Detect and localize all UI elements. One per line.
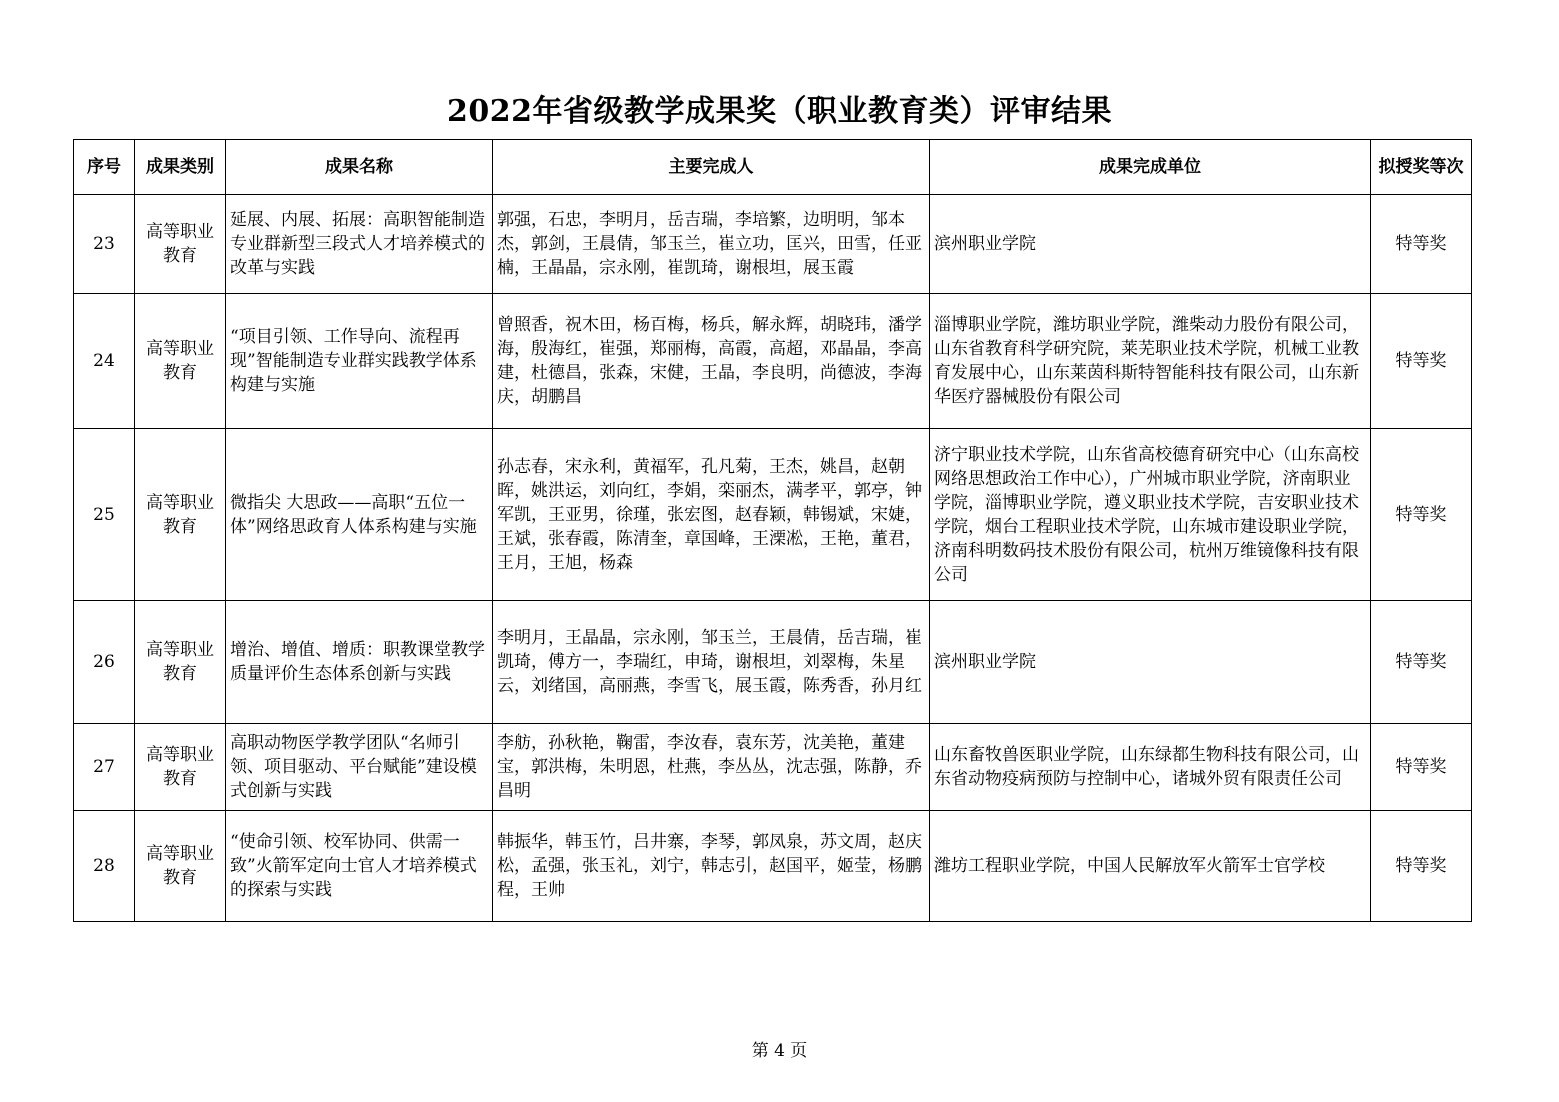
table-row [74,601,1472,724]
table-row [74,294,1472,429]
header-category: 成果类别 [135,140,226,195]
table-row [74,195,1472,294]
row-name: 高职动物医学教学团队“名师引领、项目驱动、平台赋能”建设模式创新与实践 [226,724,493,811]
row-units: 济宁职业技术学院，山东省高校德育研究中心（山东高校网络思想政治工作中心），广州城市职业学院，济南职业学院，淄博职业学院，遵义职业技术学院，吉安职业技术学院，烟台工程职业技术学院，山东城市建设职业学院，济南科明数码技术股份有限公司，杭州万维镜像科技有限公司 [930,429,1371,601]
row-index: 23 [74,195,135,294]
row-award: 特等奖 [1371,429,1472,601]
row-name: “项目引领、工作导向、流程再现”智能制造专业群实践教学体系构建与实施 [226,294,493,429]
row-index: 27 [74,724,135,811]
row-name: 延展、内展、拓展：高职智能制造专业群新型三段式人才培养模式的改革与实践 [226,195,493,294]
row-index: 28 [74,811,135,922]
row-name: 增治、增值、增质：职教课堂教学质量评价生态体系创新与实践 [226,601,493,724]
row-category: 高等职业教育 [135,429,226,601]
header-people: 主要完成人 [493,140,930,195]
header-award: 拟授奖等次 [1371,140,1472,195]
row-people: 李明月，王晶晶，宗永刚，邹玉兰，王晨倩，岳吉瑞，崔凯琦，傅方一，李瑞红，申琦，谢根坦，刘翠梅，朱星云，刘绪国，高丽燕，李雪飞，展玉霞，陈秀香，孙月红 [493,601,930,724]
header-index: 序号 [74,140,135,195]
row-award: 特等奖 [1371,601,1472,724]
table-header-row [74,140,1472,195]
row-units: 滨州职业学院 [930,601,1371,724]
row-category: 高等职业教育 [135,294,226,429]
row-category: 高等职业教育 [135,195,226,294]
row-award: 特等奖 [1371,294,1472,429]
results-table [73,139,1472,922]
row-name: “使命引领、校军协同、供需一致”火箭军定向士官人才培养模式的探索与实践 [226,811,493,922]
page-number: 第 4 页 [751,1041,808,1061]
row-category: 高等职业教育 [135,724,226,811]
row-units: 潍坊工程职业学院，中国人民解放军火箭军士官学校 [930,811,1371,922]
row-people: 郭强，石忠，李明月，岳吉瑞，李培繁，边明明，邹本杰，郭剑，王晨倩，邹玉兰，崔立功，匡兴，田雪，任亚楠，王晶晶，宗永刚，崔凯琦，谢根坦，展玉霞 [493,195,930,294]
row-award: 特等奖 [1371,195,1472,294]
row-index: 25 [74,429,135,601]
row-people: 孙志春，宋永利，黄福军，孔凡菊，王杰，姚昌，赵朝晖，姚洪运，刘向红，李娟，栾丽杰，满孝平，郭亭，钟军凯，王亚男，徐瑾，张宏图，赵春颖，韩锡斌，宋婕，王斌，张春霞，陈清奎，章国峰，王溧凇，王艳，董君，王月，王旭，杨森 [493,429,930,601]
row-people: 曾照香，祝木田，杨百梅，杨兵，解永辉，胡晓玮，潘学海，殷海红，崔强，郑丽梅，高霞，高超，邓晶晶，李高建，杜德昌，张森，宋健，王晶，李良明，尚德波，李海庆，胡鹏昌 [493,294,930,429]
table-row [74,429,1472,601]
row-category: 高等职业教育 [135,811,226,922]
row-people: 韩振华，韩玉竹，吕井寨，李琴，郭凤泉，苏文周，赵庆松，孟强，张玉礼，刘宁，韩志引，赵国平，姬莹，杨鹏程，王帅 [493,811,930,922]
document-title: 2022年省级教学成果奖（职业教育类）评审结果 [447,94,1112,129]
row-award: 特等奖 [1371,811,1472,922]
row-category: 高等职业教育 [135,601,226,724]
header-units: 成果完成单位 [930,140,1371,195]
table-row [74,724,1472,811]
row-index: 24 [74,294,135,429]
row-units: 滨州职业学院 [930,195,1371,294]
table-row [74,811,1472,922]
row-units: 淄博职业学院，潍坊职业学院，潍柴动力股份有限公司，山东省教育科学研究院，莱芜职业技术学院，机械工业教育发展中心，山东莱茵科斯特智能科技有限公司，山东新华医疗器械股份有限公司 [930,294,1371,429]
row-people: 李舫，孙秋艳，鞠雷，李汝春，袁东芳，沈美艳，董建宝，郭洪梅，朱明恩，杜燕，李丛丛，沈志强，陈静，乔昌明 [493,724,930,811]
row-award: 特等奖 [1371,724,1472,811]
row-name: 微指尖 大思政——高职“五位一体”网络思政育人体系构建与实施 [226,429,493,601]
row-index: 26 [74,601,135,724]
header-name: 成果名称 [226,140,493,195]
row-units: 山东畜牧兽医职业学院，山东绿都生物科技有限公司，山东省动物疫病预防与控制中心，诸城外贸有限责任公司 [930,724,1371,811]
